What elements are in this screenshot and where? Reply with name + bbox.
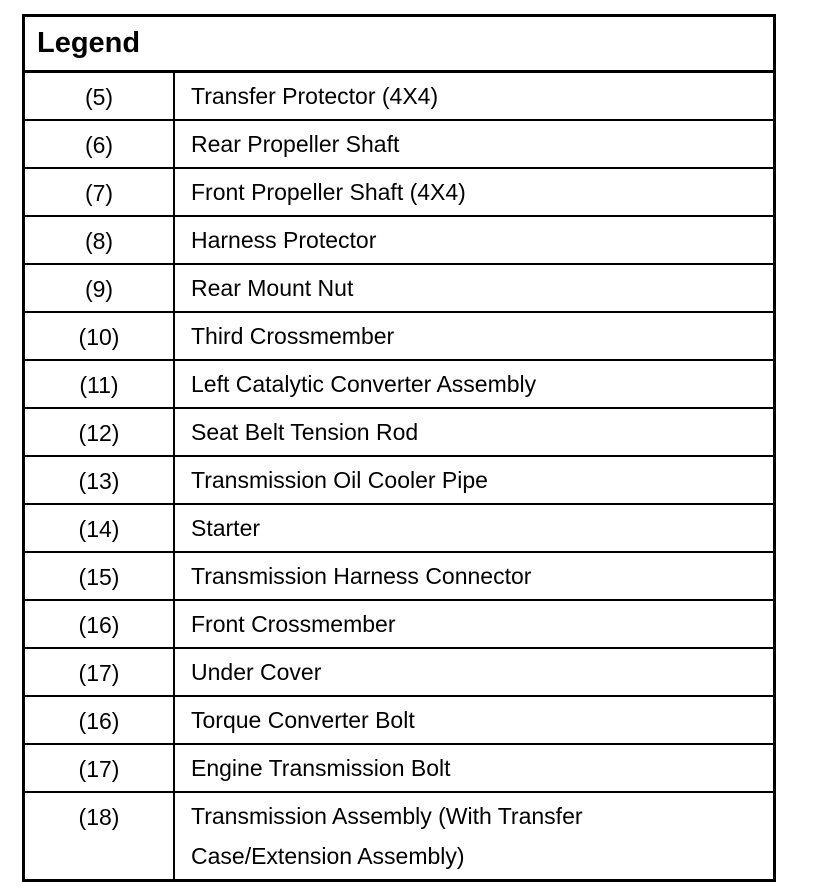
row-description: Under Cover	[191, 659, 322, 685]
row-description: Rear Propeller Shaft	[191, 131, 400, 157]
row-number: (8)	[25, 217, 175, 263]
row-number: (16)	[25, 601, 175, 647]
row-description: Third Crossmember	[191, 323, 395, 349]
row-description: Engine Transmission Bolt	[191, 755, 451, 781]
row-number: (17)	[25, 649, 175, 695]
row-number: (6)	[25, 121, 175, 167]
legend-title: Legend	[25, 17, 773, 73]
legend-table	[22, 14, 776, 882]
row-number: (18)	[25, 793, 175, 879]
row-description: Harness Protector	[191, 227, 377, 253]
row-description: Torque Converter Bolt	[191, 707, 415, 733]
row-number: (11)	[25, 361, 175, 407]
row-number: (5)	[25, 73, 175, 119]
row-description: Starter	[191, 515, 261, 541]
row-number: (16)	[25, 697, 175, 743]
row-number: (14)	[25, 505, 175, 551]
row-description: Front Crossmember	[191, 611, 396, 637]
row-description: Front Propeller Shaft (4X4)	[191, 179, 466, 205]
row-description: Transmission Assembly (With Transfer Case/Extension Assembly)	[191, 803, 583, 869]
legend-rows	[25, 73, 773, 879]
row-description: Left Catalytic Converter Assembly	[191, 371, 537, 397]
row-number: (7)	[25, 169, 175, 215]
row-number: (15)	[25, 553, 175, 599]
row-description: Seat Belt Tension Rod	[191, 419, 419, 445]
row-description: Rear Mount Nut	[191, 275, 354, 301]
row-number: (9)	[25, 265, 175, 311]
row-number: (17)	[25, 745, 175, 791]
table-row	[25, 793, 773, 879]
row-description: Transmission Oil Cooler Pipe	[191, 467, 488, 493]
row-description: Transfer Protector (4X4)	[191, 83, 439, 109]
row-number: (10)	[25, 313, 175, 359]
row-description: Transmission Harness Connector	[191, 563, 532, 589]
row-number: (12)	[25, 409, 175, 455]
row-number: (13)	[25, 457, 175, 503]
